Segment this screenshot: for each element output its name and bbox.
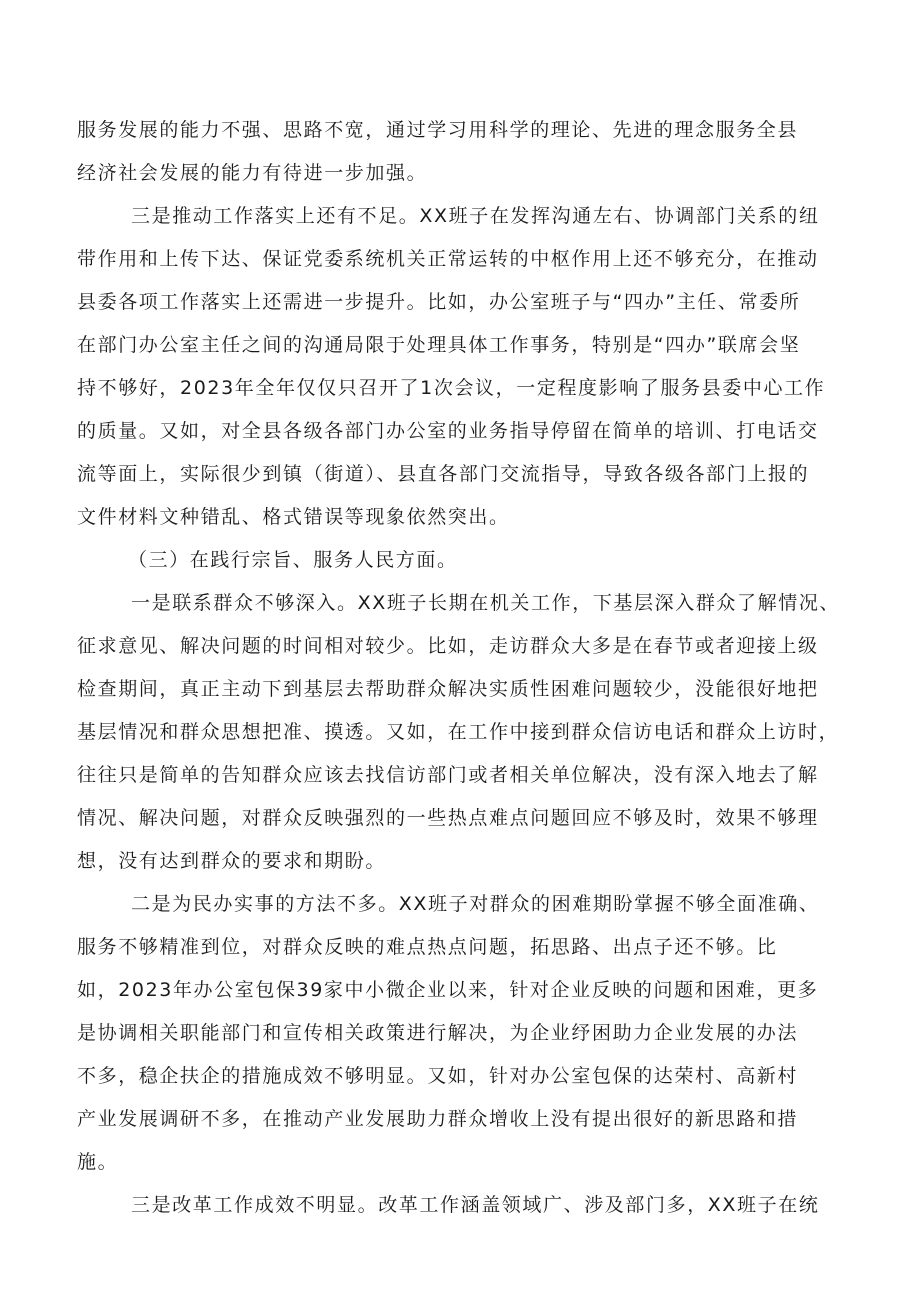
text-line: 县委各项工作落实上还需进一步提升。比如，办公室班子与“四办”主任、常委所	[77, 291, 801, 313]
text-line: 经济社会发展的能力有待进一步加强。	[77, 162, 428, 184]
text-line: 不多，稳企扶企的措施成效不够明显。又如，针对办公室包保的达荣村、高新村	[77, 1065, 799, 1087]
text-line: 文件材料文种错乱、格式错误等现象依然突出。	[77, 506, 510, 528]
text-line: 流等面上，实际很少到镇（街道）、县直各部门交流指导，导致各级各部门上报的	[77, 463, 810, 485]
text-line: 在部门办公室主任之间的沟通局限于处理具体工作事务，特别是“四办”联席会坚	[77, 334, 801, 356]
text-line: 往往只是简单的告知群众应该去找信访部门或者相关单位解决，没有深入地去了解	[77, 764, 819, 786]
text-line: 产业发展调研不多，在推动产业发展助力群众增收上没有提出很好的新思路和措	[77, 1108, 799, 1130]
paragraph-start-line: 二是为民办实事的方法不多。XX班子对群众的困难期盼掌握不够全面准确、	[131, 893, 820, 915]
text-line: 征求意见、解决问题的时间相对较少。比如，走访群众大多是在春节或者迎接上级	[77, 635, 819, 657]
text-line: 施。	[77, 1151, 119, 1173]
paragraph-start-line: 三是改革工作成效不明显。改革工作涵盖领域广、涉及部门多，XX班子在统	[131, 1194, 820, 1216]
text-line: 如，2023年办公室包保39家中小微企业以来，针对企业反映的问题和困难，更多	[77, 979, 819, 1001]
paragraph-start-line: 三是推动工作落实上还有不足。XX班子在发挥沟通左右、协调部门关系的纽	[131, 205, 820, 227]
text-line: 服务发展的能力不强、思路不宽，通过学习用科学的理论、先进的理念服务全县	[77, 119, 799, 141]
text-line: 检查期间，真正主动下到基层去帮助群众解决实质性困难问题较少，没能很好地把	[77, 678, 819, 700]
section-heading: （三）在践行宗旨、服务人民方面。	[128, 549, 458, 571]
text-line: 持不够好，2023年全年仅仅只召开了1次会议，一定程度影响了服务县委中心工作	[77, 377, 826, 399]
text-line: 情况、解决问题，对群众反映强烈的一些热点难点问题回应不够及时，效果不够理	[77, 807, 819, 829]
paragraph-start-line: 一是联系群众不够深入。XX班子长期在机关工作，下基层深入群众了解情况、	[131, 592, 841, 614]
text-line: 基层情况和群众思想把准、摸透。又如，在工作中接到群众信访电话和群众上访时，	[77, 721, 840, 743]
text-line: 服务不够精准到位，对群众反映的难点热点问题，拓思路、出点子还不够。比	[77, 936, 778, 958]
text-line: 想，没有达到群众的要求和期盼。	[77, 850, 387, 872]
text-line: 的质量。又如，对全县各级各部门办公室的业务指导停留在简单的培训、打电话交	[77, 420, 819, 442]
text-line: 是协调相关职能部门和宣传相关政策进行解决，为企业纾困助力企业发展的办法	[77, 1022, 799, 1044]
text-line: 带作用和上传下达、保证党委系统机关正常运转的中枢作用上还不够充分，在推动	[77, 248, 819, 270]
